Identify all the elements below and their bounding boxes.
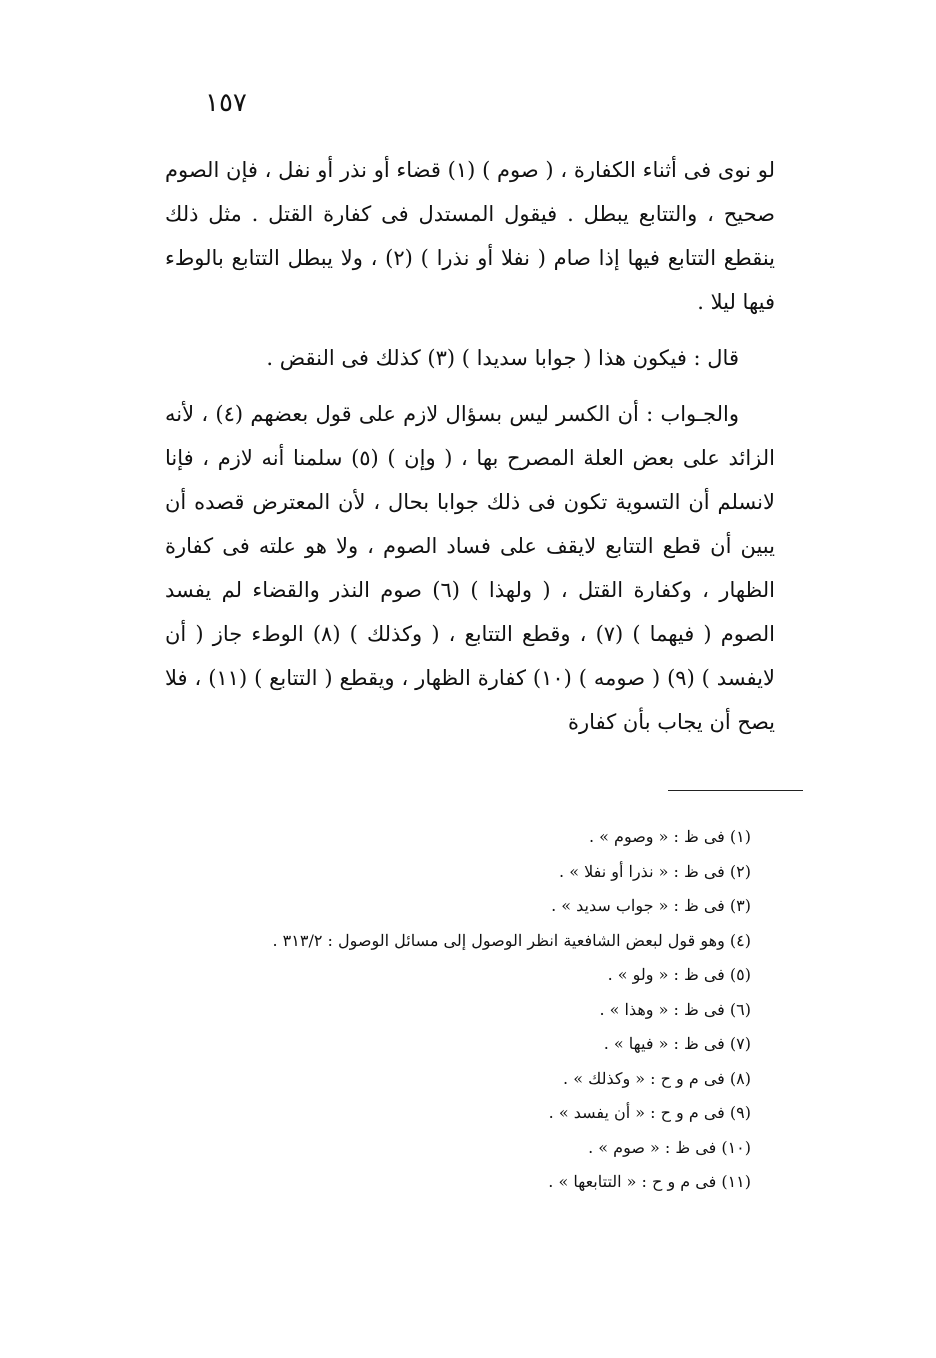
footnote-item: (١١) فى م و ح : « التتابعها » .	[548, 1172, 751, 1191]
footnotes-list	[151, 820, 751, 1200]
footnote-item: (٥) فى ظ : « ولو » .	[607, 965, 751, 984]
footnote-item: (٣) فى ظ : « جواب سديد » .	[551, 896, 751, 915]
page-number: ١٥٧	[205, 88, 247, 118]
footnote-item: (٢) فى ظ : « نذرا أو نفلا » .	[559, 861, 751, 881]
footnote-item: (١) فى ظ : « وصوم » .	[588, 827, 751, 846]
paragraph-3: والجـواب : أن الكسر ليس بسؤال لازم على قول بعضهم (٤) ، لأنه الزائد على بعض العلة المصرح بها ، ( وإن ) (٥) سلمنا أنه لازم ، فإنا لانسلم أن التسوية تكون فى ذلك جوابا بحال ، لأن المعترض قصده أن يبين أن قطع التتابع لايقف على فساد الصوم ، ولا هو علته فى كفارة الظهار ، وكفارة القتل ، ( ولهذا ) (٦) صوم النذر والقضاء لم يفسد الصوم ( فيهما ) (٧) ، وقطع التتابع ، ( وكذلك ) (٨) الوطء جاز ( أن لايفسد ) (٩) ( صومه ) (١٠) كفارة الظهار ، ويقطع ( التتابع ) (١١) ، فلا يصح أن يجاب بأن كفارة	[165, 402, 775, 734]
body-text	[165, 148, 775, 744]
paragraph-2: قال : فيكون هذا ( جوابا سديدا ) (٣) كذلك فى النقض .	[266, 346, 739, 370]
footnote-divider	[668, 790, 803, 791]
footnote-item: (١٠) فى ظ : « صوم » .	[588, 1137, 751, 1157]
footnote-item: (٦) فى ظ : « وهذا » .	[599, 999, 751, 1019]
paragraph-gap	[165, 380, 775, 392]
footnote-item: (٩) فى م و ح : « أن يفسد » .	[548, 1103, 751, 1122]
footnote-item: (٧) فى ظ : « فيها » .	[603, 1034, 751, 1053]
footnote-item: (٨) فى م و ح : « وكذلك » .	[563, 1068, 751, 1088]
paragraph-gap	[165, 324, 775, 336]
footnote-item: (٤) وهو قول لبعض الشافعية انظر الوصول إلى مسائل الوصول : ٣١٣/٢ .	[272, 930, 751, 950]
paragraph-1: لو نوى فى أثناء الكفارة ، ( صوم ) (١) قضاء أو نذر أو نفل ، فإن الصوم صحيح ، والتتابع يبطل . فيقول المستدل فى كفارة القتل . مثل ذلك ينقطع التتابع فيها إذا صام ( نفلا أو نذرا ) (٢) ، ولا يبطل التتابع بالوطء فيها ليلا .	[165, 158, 776, 314]
